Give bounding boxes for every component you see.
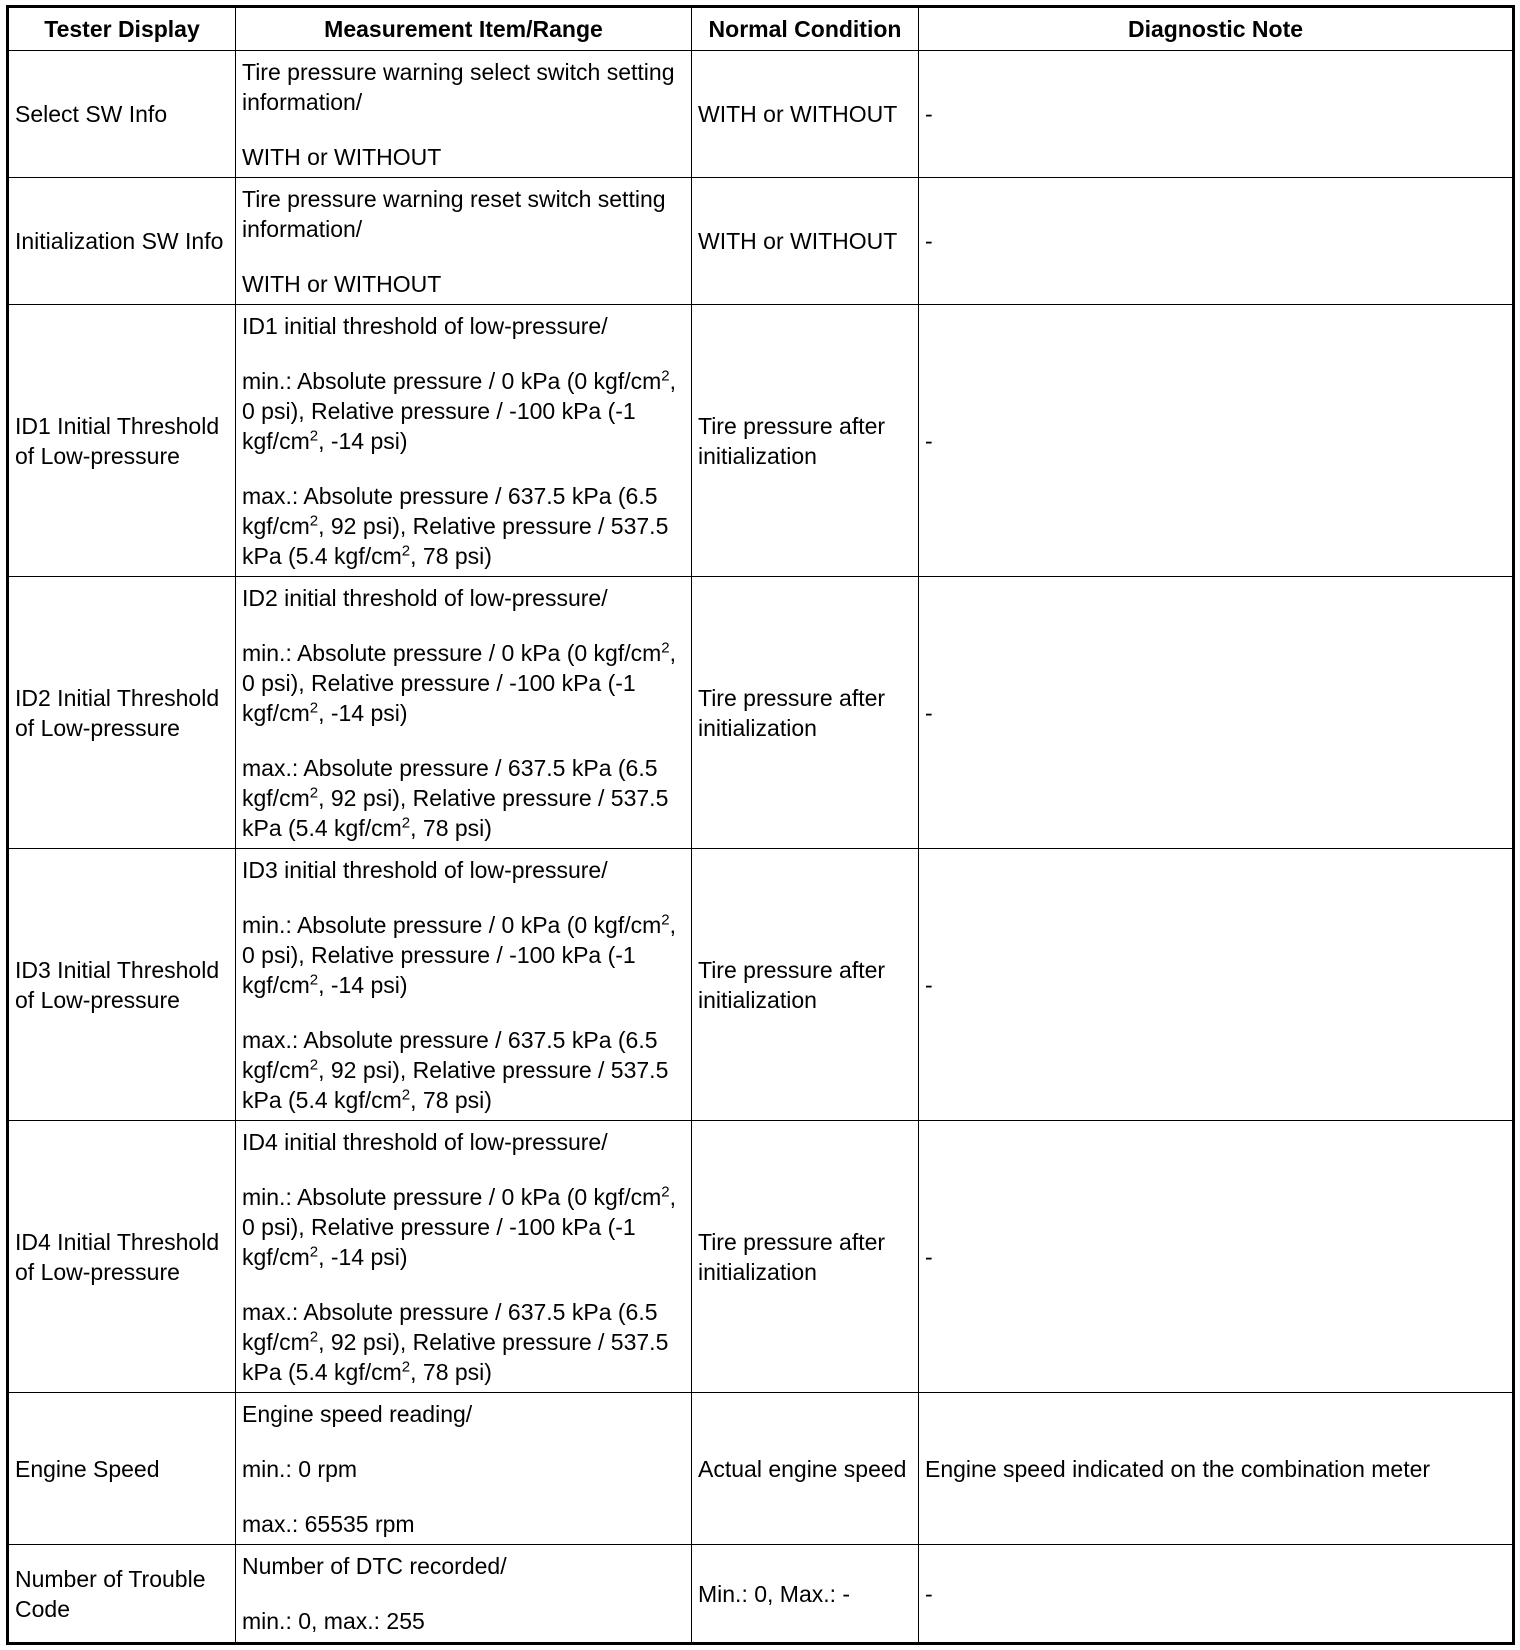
tester-display-cell: Engine Speed (8, 1393, 236, 1545)
measurement-value: min.: 0, max.: 255 (242, 1608, 425, 1634)
measurement-cell (236, 1393, 692, 1545)
table-row (8, 305, 1514, 577)
diagnostic-note-cell: - (919, 178, 1514, 305)
table-row (8, 1121, 1514, 1393)
normal-condition-cell: Tire pressure after initialization (692, 305, 919, 577)
table-row (8, 51, 1514, 178)
measurement-cell (236, 1545, 692, 1644)
normal-condition-cell: WITH or WITHOUT (692, 51, 919, 178)
measurement-cell (236, 305, 692, 577)
measurement-title: Tire pressure warning reset switch setting information/ (242, 185, 666, 242)
diagnostic-note-cell: - (919, 51, 1514, 178)
measurement-title: Tire pressure warning select switch setting information/ (242, 58, 675, 115)
data-list-table (6, 5, 1515, 1645)
normal-condition-cell: Tire pressure after initialization (692, 577, 919, 849)
tester-display-cell: Select SW Info (8, 51, 236, 178)
header-diagnostic-note: Diagnostic Note (919, 7, 1514, 51)
measurement-max: max.: Absolute pressure / 637.5 kPa (6.5 kgf/$cm^2$, 92 psi), Relative pressure / 537.5 kPa (5.4 kgf/$cm^2$, 78 psi) (242, 754, 669, 841)
measurement-title: Engine speed reading/ (242, 1400, 473, 1427)
table-row (8, 849, 1514, 1121)
table-row (8, 1393, 1514, 1545)
tester-display-cell: ID4 Initial Threshold of Low-pressure (8, 1121, 236, 1393)
diagnostic-note-cell: - (919, 1121, 1514, 1393)
measurement-cell (236, 849, 692, 1121)
header-measurement: Measurement Item/Range (236, 7, 692, 51)
header-tester-display: Tester Display (8, 7, 236, 51)
measurement-title: ID4 initial threshold of low-pressure/ (242, 1128, 608, 1155)
table-row (8, 1545, 1514, 1644)
measurement-cell (236, 178, 692, 305)
diagnostic-note-cell: - (919, 305, 1514, 577)
measurement-max: max.: Absolute pressure / 637.5 kPa (6.5 kgf/$cm^2$, 92 psi), Relative pressure / 537.5 kPa (5.4 kgf/$cm^2$, 78 psi) (242, 1026, 669, 1113)
measurement-cell (236, 1121, 692, 1393)
measurement-max: max.: Absolute pressure / 637.5 kPa (6.5 kgf/$cm^2$, 92 psi), Relative pressure / 537.5 kPa (5.4 kgf/$cm^2$, 78 psi) (242, 1298, 669, 1385)
table-row (8, 577, 1514, 849)
measurement-title: ID2 initial threshold of low-pressure/ (242, 584, 608, 611)
header-row (8, 7, 1514, 51)
measurement-cell (236, 577, 692, 849)
measurement-title: ID1 initial threshold of low-pressure/ (242, 312, 608, 339)
tester-display-cell: ID2 Initial Threshold of Low-pressure (8, 577, 236, 849)
diagnostic-note-cell: - (919, 849, 1514, 1121)
normal-condition-cell: Min.: 0, Max.: - (692, 1545, 919, 1644)
diagnostic-note-cell: Engine speed indicated on the combination meter (919, 1393, 1514, 1545)
tester-display-cell: Initialization SW Info (8, 178, 236, 305)
diagnostic-note-cell: - (919, 1545, 1514, 1644)
measurement-value: WITH or WITHOUT (242, 270, 442, 297)
measurement-min: min.: Absolute pressure / 0 kPa (0 kgf/$cm^2$, 0 psi), Relative pressure / -100 kPa (-1 kgf/$cm^2$, -14 psi) (242, 366, 677, 454)
header-normal-condition: Normal Condition (692, 7, 919, 51)
measurement-max: max.: 65535 rpm (242, 1510, 415, 1537)
measurement-title: ID3 initial threshold of low-pressure/ (242, 856, 608, 883)
tester-display-cell: ID1 Initial Threshold of Low-pressure (8, 305, 236, 577)
normal-condition-cell: Tire pressure after initialization (692, 1121, 919, 1393)
measurement-value: WITH or WITHOUT (242, 143, 442, 170)
measurement-min: min.: Absolute pressure / 0 kPa (0 kgf/$cm^2$, 0 psi), Relative pressure / -100 kPa (-1 kgf/$cm^2$, -14 psi) (242, 1182, 677, 1270)
normal-condition-cell: Actual engine speed (692, 1393, 919, 1545)
measurement-cell (236, 51, 692, 178)
measurement-min: min.: 0 rpm (242, 1455, 358, 1482)
normal-condition-cell: Tire pressure after initialization (692, 849, 919, 1121)
measurement-min: min.: Absolute pressure / 0 kPa (0 kgf/$cm^2$, 0 psi), Relative pressure / -100 kPa (-1 kgf/$cm^2$, -14 psi) (242, 910, 677, 998)
tester-display-cell: ID3 Initial Threshold of Low-pressure (8, 849, 236, 1121)
table-row (8, 178, 1514, 305)
diagnostic-note-cell: - (919, 577, 1514, 849)
measurement-max: max.: Absolute pressure / 637.5 kPa (6.5 kgf/$cm^2$, 92 psi), Relative pressure / 537.5 kPa (5.4 kgf/$cm^2$, 78 psi) (242, 482, 669, 569)
measurement-title: Number of DTC recorded/ (242, 1553, 507, 1579)
tester-display-cell: Number of Trouble Code (8, 1545, 236, 1644)
measurement-min: min.: Absolute pressure / 0 kPa (0 kgf/$cm^2$, 0 psi), Relative pressure / -100 kPa (-1 kgf/$cm^2$, -14 psi) (242, 638, 677, 726)
normal-condition-cell: WITH or WITHOUT (692, 178, 919, 305)
